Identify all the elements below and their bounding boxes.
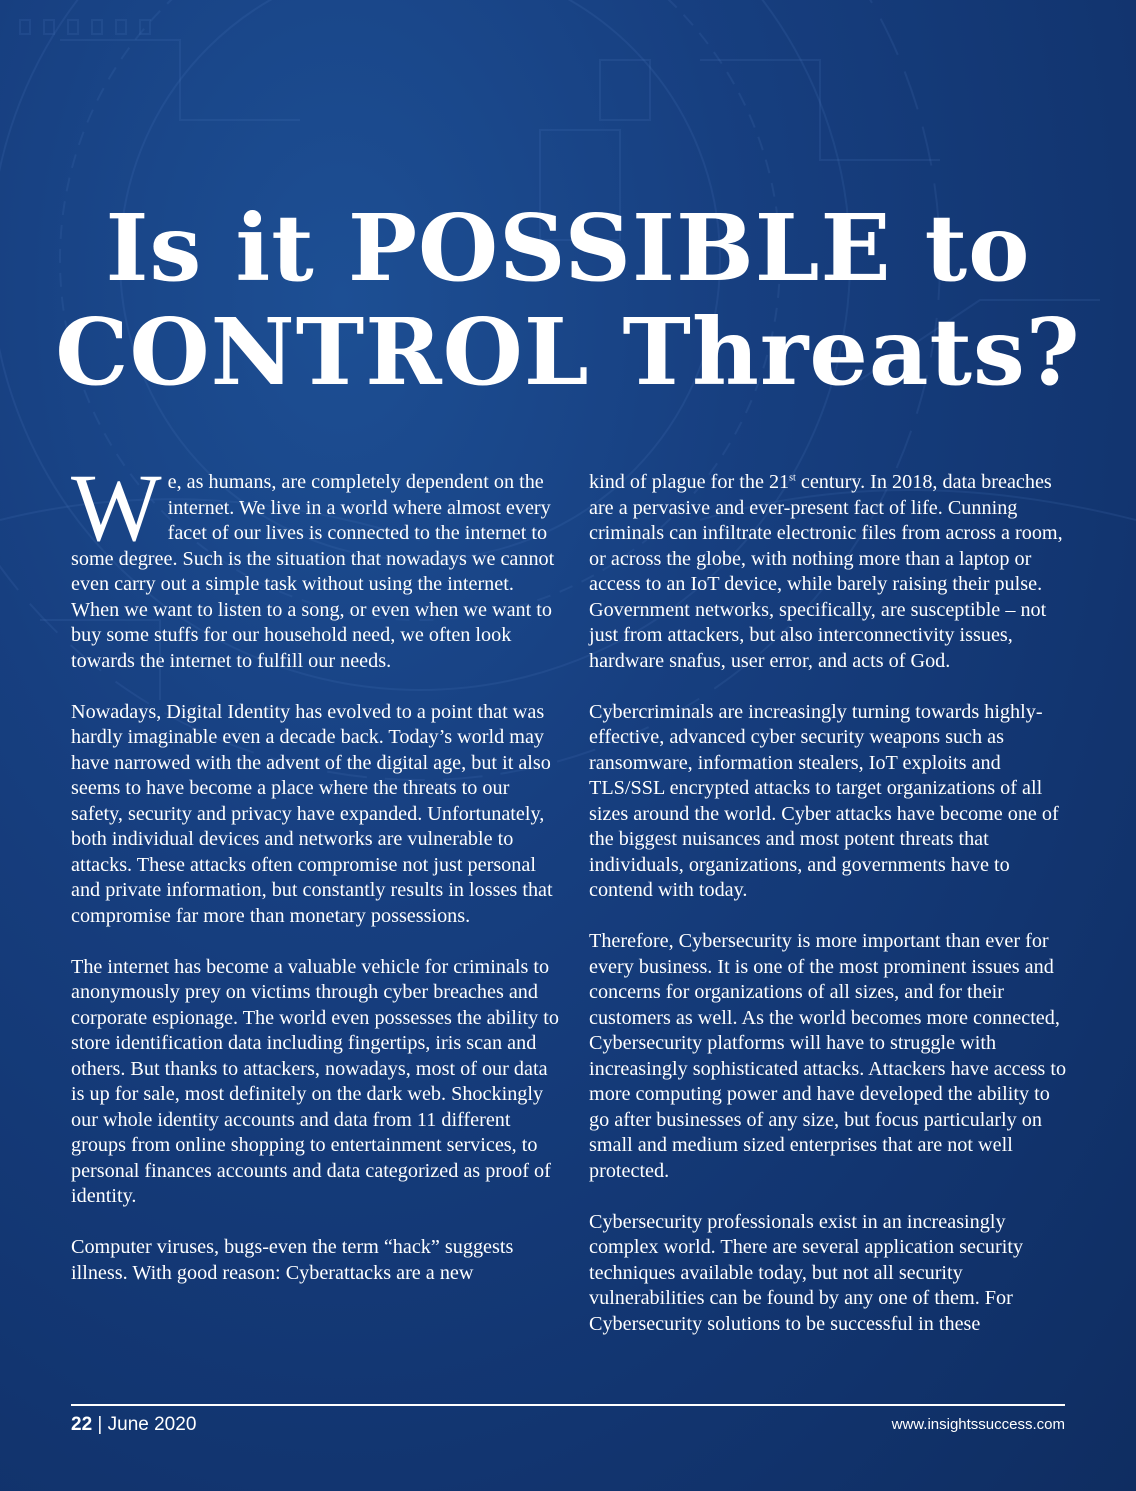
article-left-column <box>71 454 561 1286</box>
article-paragraph: Cybersecurity professionals exist in an increasingly complex world. There are several application security techniques available today, but not all security vulnerabilities can be found by any one of them. For Cybersecurity solutions to be successful in these <box>589 1210 1024 1335</box>
article-paragraph <box>71 454 561 674</box>
drop-cap: W <box>71 454 162 561</box>
paragraph-text: century. In 2018, data breaches are a pervasive and ever-present fact of life. Cunning criminals can infiltrate electronic files from across a room, or across the globe, with nothing more than a laptop or access to an IoT device, while barely raising their pulse. Government networks, specifically, are susceptible – not just from attackers, but also interconnectivity issues, hardware snafus, user error, and acts of God. <box>589 471 1063 672</box>
paragraph-text: e, as humans, are completely dependent on the internet. We live in a world where almost every facet of our lives is connected to the internet to some degree. Such is the situation that nowadays we cannot even carry out a simple task without using the internet. When we want to listen to a song, or even when we want to buy some stuffs for our household need, we often look towards the internet to fulfill our needs. <box>71 471 555 672</box>
article-paragraph: Nowadays, Digital Identity has evolved to a point that was hardly imaginable even a decade back. Today’s world may have narrowed with the advent of the digital age, but it also seems to have become a place where the threats to our safety, security and privacy have expanded. Unfortunately, both individual devices and networks are vulnerable to attacks. These attacks often compromise not just personal and private information, but constantly results in losses that compromise far more than monetary possessions. <box>71 700 553 927</box>
headline-line-2: CONTROL Threats? <box>55 298 1081 406</box>
website-url: www.insightssuccess.com <box>891 1416 1065 1433</box>
headline-line-1: Is it POSSIBLE to <box>105 194 1031 302</box>
paragraph-text: kind of plague for the 21 <box>589 471 790 493</box>
article-paragraph: Therefore, Cybersecurity is more important than ever for every business. It is one of the most prominent issues and concerns for organizations of all sizes, and for their customers as well. As the world becomes more connected, Cybersecurity platforms will have to struggle with increasingly sophisticated attacks. Attackers have access to more computing power and have developed the ability to go after businesses of any size, but focus particularly on small and medium sized enterprises that are not well protected. <box>589 930 1067 1182</box>
article-right-column <box>589 470 1067 1337</box>
folio-separator: | <box>92 1414 108 1435</box>
article-paragraph: Computer viruses, bugs-even the term “hack” suggests illness. With good reason: Cyberattacks are a new <box>71 1236 514 1284</box>
footer-divider <box>71 1404 1065 1406</box>
page-number: 22 <box>71 1414 93 1435</box>
page-folio <box>71 1414 196 1436</box>
article-paragraph: Cybercriminals are increasingly turning towards highly-effective, advanced cyber security weapons such as ransomware, information stealers, IoT exploits and TLS/SSL encrypted attacks to target organizations of all sizes around the world. Cyber attacks have become one of the biggest nuisances and most potent threats that individuals, organizations, and governments have to contend with today. <box>589 700 1059 901</box>
article-paragraph <box>589 470 1067 674</box>
issue-date: June 2020 <box>107 1414 197 1435</box>
ordinal-suffix: st <box>789 472 796 484</box>
article-paragraph: The internet has become a valuable vehicle for criminals to anonymously prey on victims through cyber breaches and corporate espionage. The world even possesses the ability to store identification data including fingertips, iris scan and others. But thanks to attackers, nowadays, most of our data is up for sale, most definitely on the dark web. Shockingly our whole identity accounts and data from 11 different groups from online shopping to entertainment services, to personal finances accounts and data categorized as proof of identity. <box>71 955 559 1207</box>
article-headline <box>0 196 1136 404</box>
